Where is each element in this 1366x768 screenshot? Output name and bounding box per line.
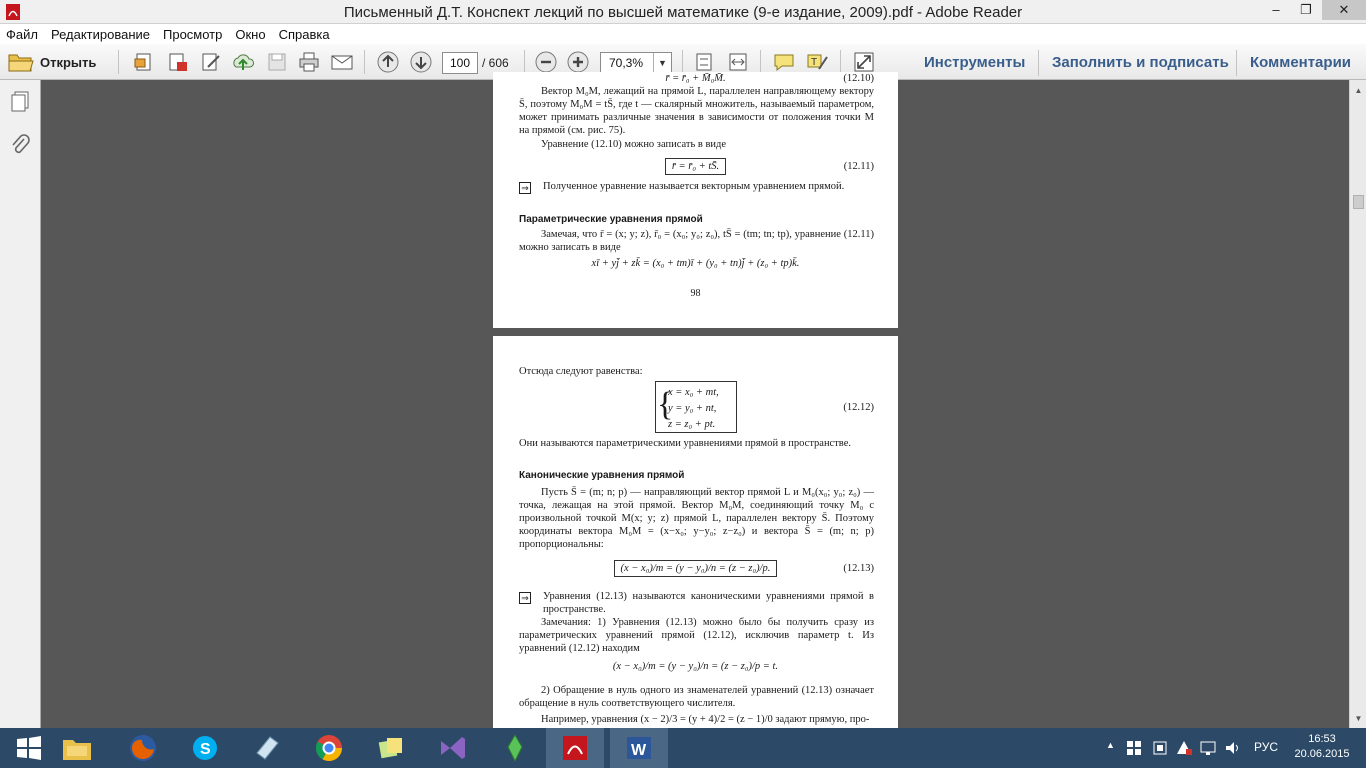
menu-bar	[0, 24, 1366, 44]
section-heading: Канонические уравнения прямой	[519, 470, 685, 481]
toolbar-separator	[760, 50, 761, 74]
toolbar-separator	[682, 50, 683, 74]
print-button[interactable]	[297, 50, 321, 74]
open-label: Открыть	[40, 54, 97, 70]
scroll-up-icon[interactable]: ▲	[1354, 86, 1363, 95]
section-heading: Параметрические уравнения прямой	[519, 214, 703, 225]
fit-page-button[interactable]	[692, 50, 716, 74]
taskbar-firefox[interactable]	[114, 728, 172, 768]
taskbar-app[interactable]	[238, 728, 296, 768]
fit-width-button[interactable]	[726, 50, 750, 74]
page-down-icon	[410, 51, 432, 73]
taskbar-skype[interactable]	[176, 728, 234, 768]
svg-text:S: S	[200, 741, 211, 758]
toolbar-separator	[1038, 50, 1039, 76]
maximize-button[interactable]: ❐	[1300, 2, 1312, 17]
create-button[interactable]	[132, 50, 156, 74]
equation: (x − x₀)/m = (y − y₀)/n = (z − z₀)/p = t.	[612, 661, 779, 672]
chrome-icon	[314, 733, 344, 763]
page-total: / 606	[482, 56, 509, 70]
zoom-out-icon	[535, 51, 557, 73]
menu-help[interactable]: Справка	[278, 26, 330, 42]
toolbar-separator	[1236, 50, 1237, 76]
vertical-scrollbar[interactable]	[1349, 80, 1366, 728]
paragraph: Уравнение (12.10) можно записать в виде	[541, 139, 727, 150]
paragraph: Отсюда следуют равенства:	[519, 366, 643, 377]
page-number: 98	[690, 288, 701, 299]
save-button[interactable]	[265, 50, 289, 74]
paragraph: Пусть S̄ = (m; n; p) — направляющий вектор прямой L и M₀(x₀; y₀; z₀) — точка, лежащая на этой прямой. Вектор M₀M, соединяющий точку M₀ с произвольной точкой M(x; y; z) прямой L, параллелен вектору S̄. Поэтому координаты вектора M₀M = (x−x₀; y−y₀; z−z₀) и вектора S̄ = (m; n; p) пропорциональны:	[519, 487, 874, 550]
equation: r̄ = r̄₀ + M̄₀M̄. (12.10)	[665, 73, 874, 84]
tray-expand-icon[interactable]: ▲	[1106, 740, 1115, 750]
equation: xī + yj̄ + zk̄ = (x₀ + tm)ī + (y₀ + tn)j̄ + (z₀ + tp)k̄.	[591, 258, 800, 269]
device-tray-icon[interactable]	[1152, 740, 1168, 756]
notebook-icon	[252, 733, 282, 763]
action-center-icon[interactable]	[1176, 740, 1192, 756]
network-icon[interactable]	[1200, 740, 1216, 756]
clock[interactable]	[1290, 732, 1354, 762]
scroll-thumb[interactable]	[1353, 195, 1364, 209]
svg-text:T: T	[811, 57, 818, 68]
comment-button[interactable]	[772, 50, 796, 74]
paragraph: Уравнения (12.13) называются каноническими уравнениями прямой в пространстве.	[543, 591, 874, 615]
open-folder-icon	[8, 51, 34, 73]
fit-page-icon	[693, 51, 715, 73]
upload-icon	[231, 51, 255, 73]
fill-sign-panel-link[interactable]: Заполнить и подписать	[1052, 54, 1229, 71]
toolbar-separator	[524, 50, 525, 74]
menu-view[interactable]: Просмотр	[163, 26, 223, 42]
print-icon	[298, 51, 320, 73]
paragraph: Они называются параметрическими уравнениями прямой в пространстве.	[519, 438, 851, 449]
previous-page-button[interactable]	[376, 50, 400, 74]
title-bar	[0, 0, 1366, 24]
pdf-page	[493, 336, 898, 736]
toolbar-separator	[364, 50, 365, 74]
language-indicator[interactable]: РУС	[1254, 740, 1279, 754]
pdf-page	[493, 72, 898, 328]
brace-icon: {	[657, 386, 674, 423]
fullscreen-button[interactable]	[852, 50, 876, 74]
svg-text:W: W	[631, 742, 647, 759]
clock-time: 16:53	[1308, 733, 1336, 745]
equation-number: (12.12)	[843, 402, 874, 413]
minimize-button[interactable]: –	[1272, 2, 1280, 17]
equation: (x − x₀)/m = (y − y₀)/n = (z − z₀)/p. (12.13)	[493, 560, 898, 577]
zoom-in-icon	[567, 51, 589, 73]
export-icon	[167, 51, 189, 73]
zoom-value: 70,3%	[609, 56, 644, 70]
email-icon	[330, 51, 354, 73]
desktop-tray-icon[interactable]	[1126, 740, 1142, 756]
pages-panel-icon[interactable]	[9, 90, 31, 112]
comments-panel-link[interactable]: Комментарии	[1250, 54, 1352, 71]
visual-studio-icon	[438, 733, 468, 763]
close-button[interactable]: ✕	[1322, 0, 1366, 20]
paragraph: Например, уравнения (x − 2)/3 = (y + 4)/2 = (z − 1)/0 задают прямую, про-	[541, 714, 870, 725]
taskbar-adobe-reader[interactable]	[546, 728, 604, 768]
page-number-input[interactable]: 100	[442, 52, 478, 74]
equation: r̄ = r̄₀ + tS̄. (12.11)	[493, 158, 898, 175]
highlight-icon	[805, 51, 829, 73]
firefox-icon	[128, 733, 158, 763]
fullscreen-icon	[853, 51, 875, 73]
paragraph: Полученное уравнение называется векторным уравнением прямой.	[543, 181, 845, 192]
taskbar-app[interactable]	[486, 728, 544, 768]
sticky-notes-icon	[376, 733, 406, 763]
toolbar-separator	[118, 50, 119, 74]
toolbar-separator	[840, 50, 841, 74]
document-view[interactable]	[41, 73, 1349, 728]
paragraph: Замечая, что r̄ = (x; y; z), r̄₀ = (x₀; y₀; z₀), tS̄ = (tm; tn; tp), уравнение (12.11) можно записать в виде	[519, 229, 874, 253]
adobe-reader-icon	[560, 733, 590, 763]
zoom-select[interactable]	[600, 52, 672, 74]
email-button[interactable]	[329, 50, 355, 74]
open-button[interactable]	[8, 50, 96, 74]
highlight-button[interactable]	[804, 50, 830, 74]
chevron-down-icon[interactable]: ▼	[653, 53, 671, 73]
taskbar-chrome[interactable]	[300, 728, 358, 768]
save-icon	[266, 51, 288, 73]
scroll-down-icon[interactable]: ▼	[1354, 714, 1363, 723]
taskbar	[0, 728, 1366, 768]
clock-date: 20.06.2015	[1294, 748, 1350, 760]
taskbar-word[interactable]	[610, 728, 668, 768]
skype-icon	[190, 733, 220, 763]
paragraph: Замечания: 1) Уравнения (12.13) можно было бы получить сразу из параметрических уравнений прямой (12.12), исключив параметр t. Из уравнений (12.12) находим	[519, 617, 874, 654]
word-icon	[624, 733, 654, 763]
create-icon	[133, 51, 155, 73]
folder-icon	[61, 734, 93, 762]
attachments-icon[interactable]	[9, 134, 31, 156]
menu-window[interactable]: Окно	[235, 26, 266, 42]
window-title: Письменный Д.Т. Конспект лекций по высшей математике (9-е издание, 2009).pdf - Adobe Reader	[343, 4, 1023, 21]
definition-marker-icon: ⇒	[519, 182, 531, 194]
crystal-icon	[500, 733, 530, 763]
comment-icon	[773, 51, 795, 73]
menu-file[interactable]: Файл	[6, 26, 38, 42]
taskbar-visual-studio[interactable]	[424, 728, 482, 768]
tools-panel-link[interactable]: Инструменты	[924, 54, 1026, 71]
taskbar-explorer[interactable]	[48, 728, 106, 768]
taskbar-app[interactable]	[362, 728, 420, 768]
paragraph: 2) Обращение в нуль одного из знаменателей уравнений (12.13) означает обращение в нуль соответствующего числителя.	[519, 685, 874, 709]
upload-button[interactable]	[230, 50, 256, 74]
edit-icon	[200, 51, 222, 73]
volume-icon[interactable]	[1224, 740, 1242, 756]
windows-logo-icon	[15, 734, 43, 762]
equation-system: x = x₀ + mt, y = y₀ + nt, z = z₀ + pt.	[655, 381, 737, 433]
fit-width-icon	[727, 51, 749, 73]
zoom-out-button[interactable]	[534, 50, 558, 74]
navigation-pane	[0, 80, 41, 728]
zoom-in-button[interactable]	[566, 50, 590, 74]
paragraph: Вектор M₀M, лежащий на прямой L, параллелен направляющему вектору S̄, поэтому M₀M = tS̄, где t — скалярный множитель, называемый параметром, может принимать различные значения в зависимости от положения точки M на прямой (см. рис. 75).	[519, 86, 874, 136]
next-page-button[interactable]	[409, 50, 433, 74]
export-button[interactable]	[166, 50, 190, 74]
definition-marker-icon: ⇒	[519, 592, 531, 604]
page-up-icon	[377, 51, 399, 73]
menu-edit[interactable]: Редактирование	[50, 26, 150, 42]
edit-button[interactable]	[199, 50, 223, 74]
